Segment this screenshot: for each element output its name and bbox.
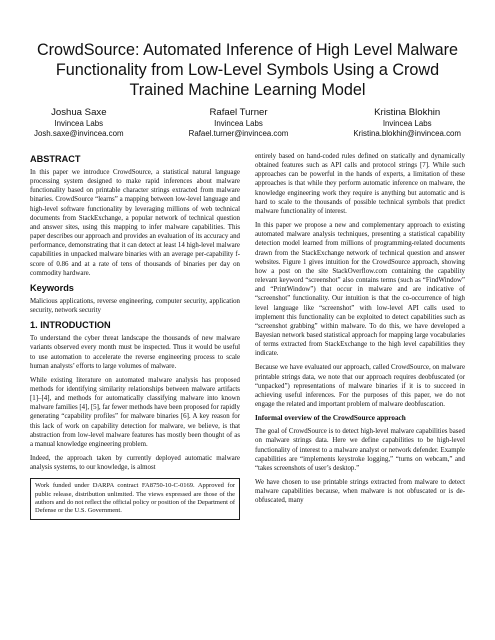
body-paragraph-2: In this paper we propose a new and complementary approach to existing automated malware analysis techniques, presenting a statistical capability detection model learned from millions of programming-related documents drawn from the StackExchange network of technical question and answer websites. Figure 1 gives intuition for the CrowdSource approach, showing how a post on the site StackOverflow.com containing the capability relevant keyword “screenshot” also contains terms (such as “FindWindow” and “PrintWindow”) that occur in malware and are indicative of “screenshot” functionality. Our intuition is that the co-occurrence of high level language like “screenshot” with low-level API calls used to implement this functionality can be exploited to detect capabilities such as “screenshot grabbing” within malware. To do this, we have developed a Bayesian network based statistical approach for mapping large vocabularies of terms extracted from StackExchange to the high level capabilities they indicate. [255,222,465,358]
abstract-text: In this paper we introduce CrowdSource, a statistical natural language processing system designed to make rapid inferences about malware functionality based on printable character strings extracted from malware binaries. CrowdSource “learns” a mapping between low-level language and high-level software functionality by leveraging millions of web technical documents from StackExchange, a popular network of technical question and answer sites, using this mapping to infer malware capabilities. This paper describes our approach and provides an evaluation of its accuracy and performance, demonstrating that it can detect at least 14 high-level malware capabilities in unpacked malware binaries with an average per-capability f-score of 0.86 and at a rate of tens of thousands of binaries per day on commodity hardware. [30,169,240,277]
author-affiliation: Invincea Labs [382,119,432,128]
left-column [30,152,240,520]
author-block [30,107,465,139]
author-name: Kristina Blokhin [374,107,441,118]
author-affiliation: Invincea Labs [214,119,263,128]
keywords-heading: Keywords [30,282,74,293]
body-paragraph-5: We have chosen to use printable strings extracted from malware to detect malware capabilities because, when malware is not obfuscated or is de-obfuscated, many [255,479,465,505]
author-affiliation: Invincea Labs [54,119,104,128]
overview-subheading: Informal overview of the CrowdSource approach [255,414,406,423]
intro-paragraph-1: To understand the cyber threat landscape the thousands of new malware variants observed every month must be inspected. Thus it would be useful to use automation to accelerate the reverse engineering process to scale human analysts’ efforts to large volumes of malware. [30,335,240,370]
introduction-heading: 1. INTRODUCTION [30,320,111,331]
keywords-text: Malicious applications, reverse engineering, computer security, application security, network security [30,297,240,315]
author-name: Rafael Turner [209,107,268,118]
body-paragraph-4: The goal of CrowdSource is to detect high-level malware capabilities based on malware strings data. Here we define capabilities to be high-level functionality of interest to a malware analyst or network defender. Example capabilities are “implements keystroke logging,” “turns on webcam,” and “takes screenshots of user’s desktop.” [255,428,465,472]
author-email: Kristina.blokhin@invincea.com [353,129,461,138]
body-columns [30,152,465,520]
right-column [255,152,465,520]
intro-paragraph-2: While existing literature on automated malware analysis has proposed methods for identifying similarity relationships between malware artifacts [1]–[4], and methods for automatically classifying malware into known malware families [4], [5], far fewer methods have been proposed for rapidly generating “capability profiles” for malware binaries [6]. A key reason for this lack of work on capability detection for malware, we believe, is that abstraction from low-level malware features has mostly been thought of as a manual knowledge engineering problem. [30,376,240,448]
author-1 [34,107,124,139]
paper-title: CrowdSource: Automated Inference of High Level Malware Functionality from Low-Level Symbols Using a Crowd Trained Machine Learning Model [36,41,459,99]
author-2 [189,107,289,139]
funding-footnote: Work funded under DARPA contract FA8750-10-C-0169. Approved for public release, distribution unlimited. The views expressed are those of the authors and do not reflect the official policy or position of the Department of Defense or the U.S. Government. [30,478,240,519]
author-email: Josh.saxe@invincea.com [34,129,124,138]
author-name: Joshua Saxe [51,107,107,118]
author-email: Rafael.turner@invincea.com [188,129,289,138]
author-3 [353,107,461,139]
abstract-heading: ABSTRACT [30,154,81,164]
body-paragraph-1: entirely based on hand-coded rules defined on statically and dynamically obtained features such as API calls and protocol strings [7]. While such approaches can be powerful in the hands of experts, a limitation of these approaches is that while they perform automatic inference on malware, the knowledge engineering work they require is anything but automatic and is hard to scale to the thousands of possible technical symbols that predict malware functionality of interest. [255,153,465,215]
intro-paragraph-3: Indeed, the approach taken by currently deployed automatic malware analysis systems, to our knowledge, is almost [30,455,240,472]
body-paragraph-3: Because we have evaluated our approach, called CrowdSource, on malware printable strings data, we note that our approach requires deobfuscated (or “unpacked”) representations of malware binaries if it is to succeed in achieving useful inferences. For the purposes of this paper, we do not engage the related and important problem of malware deobfuscation. [255,364,465,409]
